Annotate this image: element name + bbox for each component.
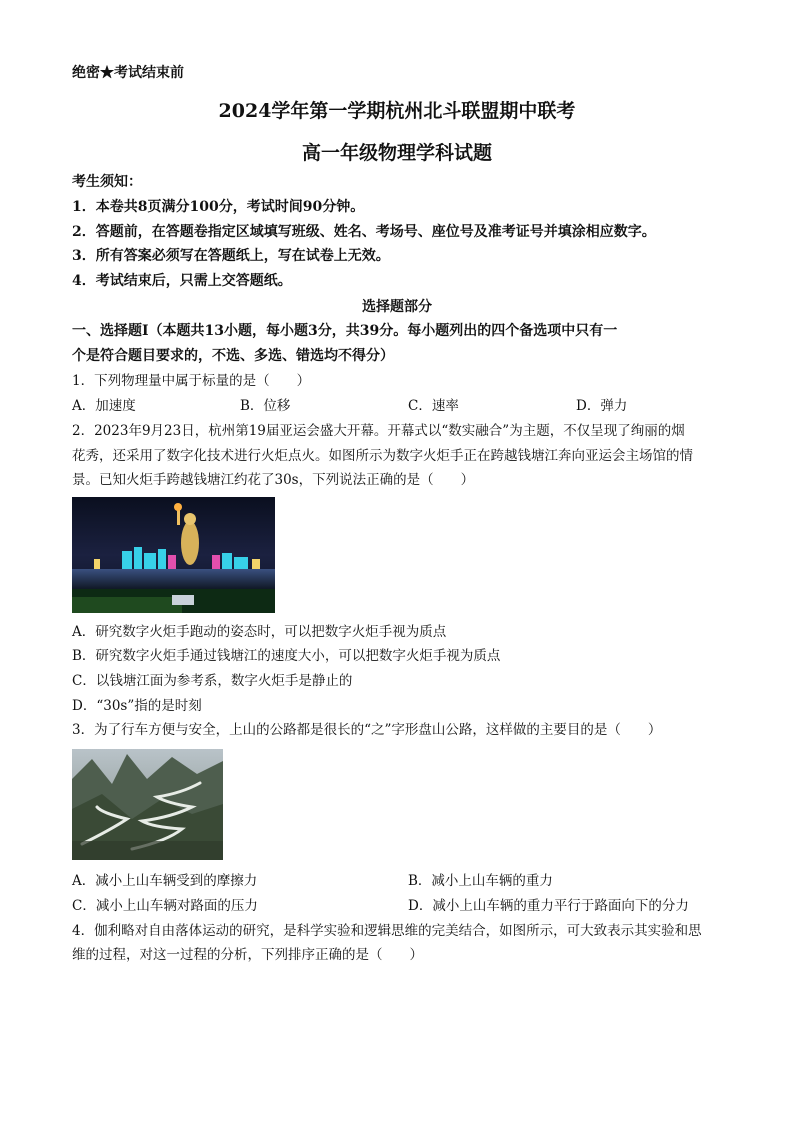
torch-photo [72,497,275,613]
question-3-stem: 3．为了行车方便与安全，上山的公路都是很长的“之”字形盘山公路，这样做的主要目的是（ ） [72,722,662,738]
exam-subtitle: 高一年级物理学科试题 [301,142,492,164]
question-4-stem: 4．伽利略对自由落体运动的研究，是科学实验和逻辑思维的完美结合，如图所示，可大致表示其实验和思 [72,923,702,939]
confidential-mark: 绝密★考试结束前 [72,65,184,81]
question-2-stem: 2．2023年9月23日，杭州第19届亚运会盛大开幕。开幕式以“数实融合”为主题，不仅呈现了绚丽的烟 [72,423,685,439]
q3-option-b: B．减小上山车辆的重力 [408,873,553,889]
q1-option-d: D．弹力 [576,398,628,414]
exam-title: 2024学年第一学期杭州北斗联盟期中联考 [218,100,576,122]
notice-item: 3．所有答案必须写在答题纸上，写在试卷上无效。 [72,248,390,264]
q1-option-a: A．加速度 [72,398,136,414]
question-2-stem-cont: 花秀，还采用了数字化技术进行火炬点火。如图所示为数字火炬手正在跨越钱塘江奔向亚运会主场馆的情 [72,448,693,464]
question-4-stem-cont: 维的过程，对这一过程的分析，下列排序正确的是（ ） [72,947,423,963]
q2-option-c: C．以钱塘江面为参考系，数字火炬手是静止的 [72,673,353,689]
question-1-stem: 1．下列物理量中属于标量的是（ ） [72,373,311,389]
notice-heading: 考生须知： [72,174,142,190]
q2-option-d: D．“30s”指的是时刻 [72,698,202,714]
q3-option-d: D．减小上山车辆的重力平行于路面向下的分力 [408,898,689,914]
q3-option-c: C．减小上山车辆对路面的压力 [72,898,258,914]
q2-option-b: B．研究数字火炬手通过钱塘江的速度大小，可以把数字火炬手视为质点 [72,648,501,664]
section-title: 选择题部分 [362,299,432,315]
notice-item: 4．考试结束后，只需上交答题纸。 [72,273,292,289]
q2-option-a: A．研究数字火炬手跑动的姿态时，可以把数字火炬手视为质点 [72,624,447,640]
notice-item: 1．本卷共8页满分100分，考试时间90分钟。 [72,199,365,215]
question-2-stem-cont: 景。已知火炬手跨越钱塘江约花了30s，下列说法正确的是（ ） [72,472,475,488]
q1-option-b: B．位移 [240,398,291,414]
section-instructions: 一、选择题Ⅰ（本题共13小题，每小题3分，共39分。每小题列出的四个备选项中只有一 [72,323,618,339]
q3-option-a: A．减小上山车辆受到的摩擦力 [72,873,258,889]
mountain-road-photo [72,749,223,860]
notice-item: 2．答题前，在答题卷指定区域填写班级、姓名、考场号、座位号及准考证号并填涂相应数字。 [72,224,656,240]
section-instructions-cont: 个是符合题目要求的，不选、多选、错选均不得分） [72,348,394,364]
q1-option-c: C．速率 [408,398,459,414]
